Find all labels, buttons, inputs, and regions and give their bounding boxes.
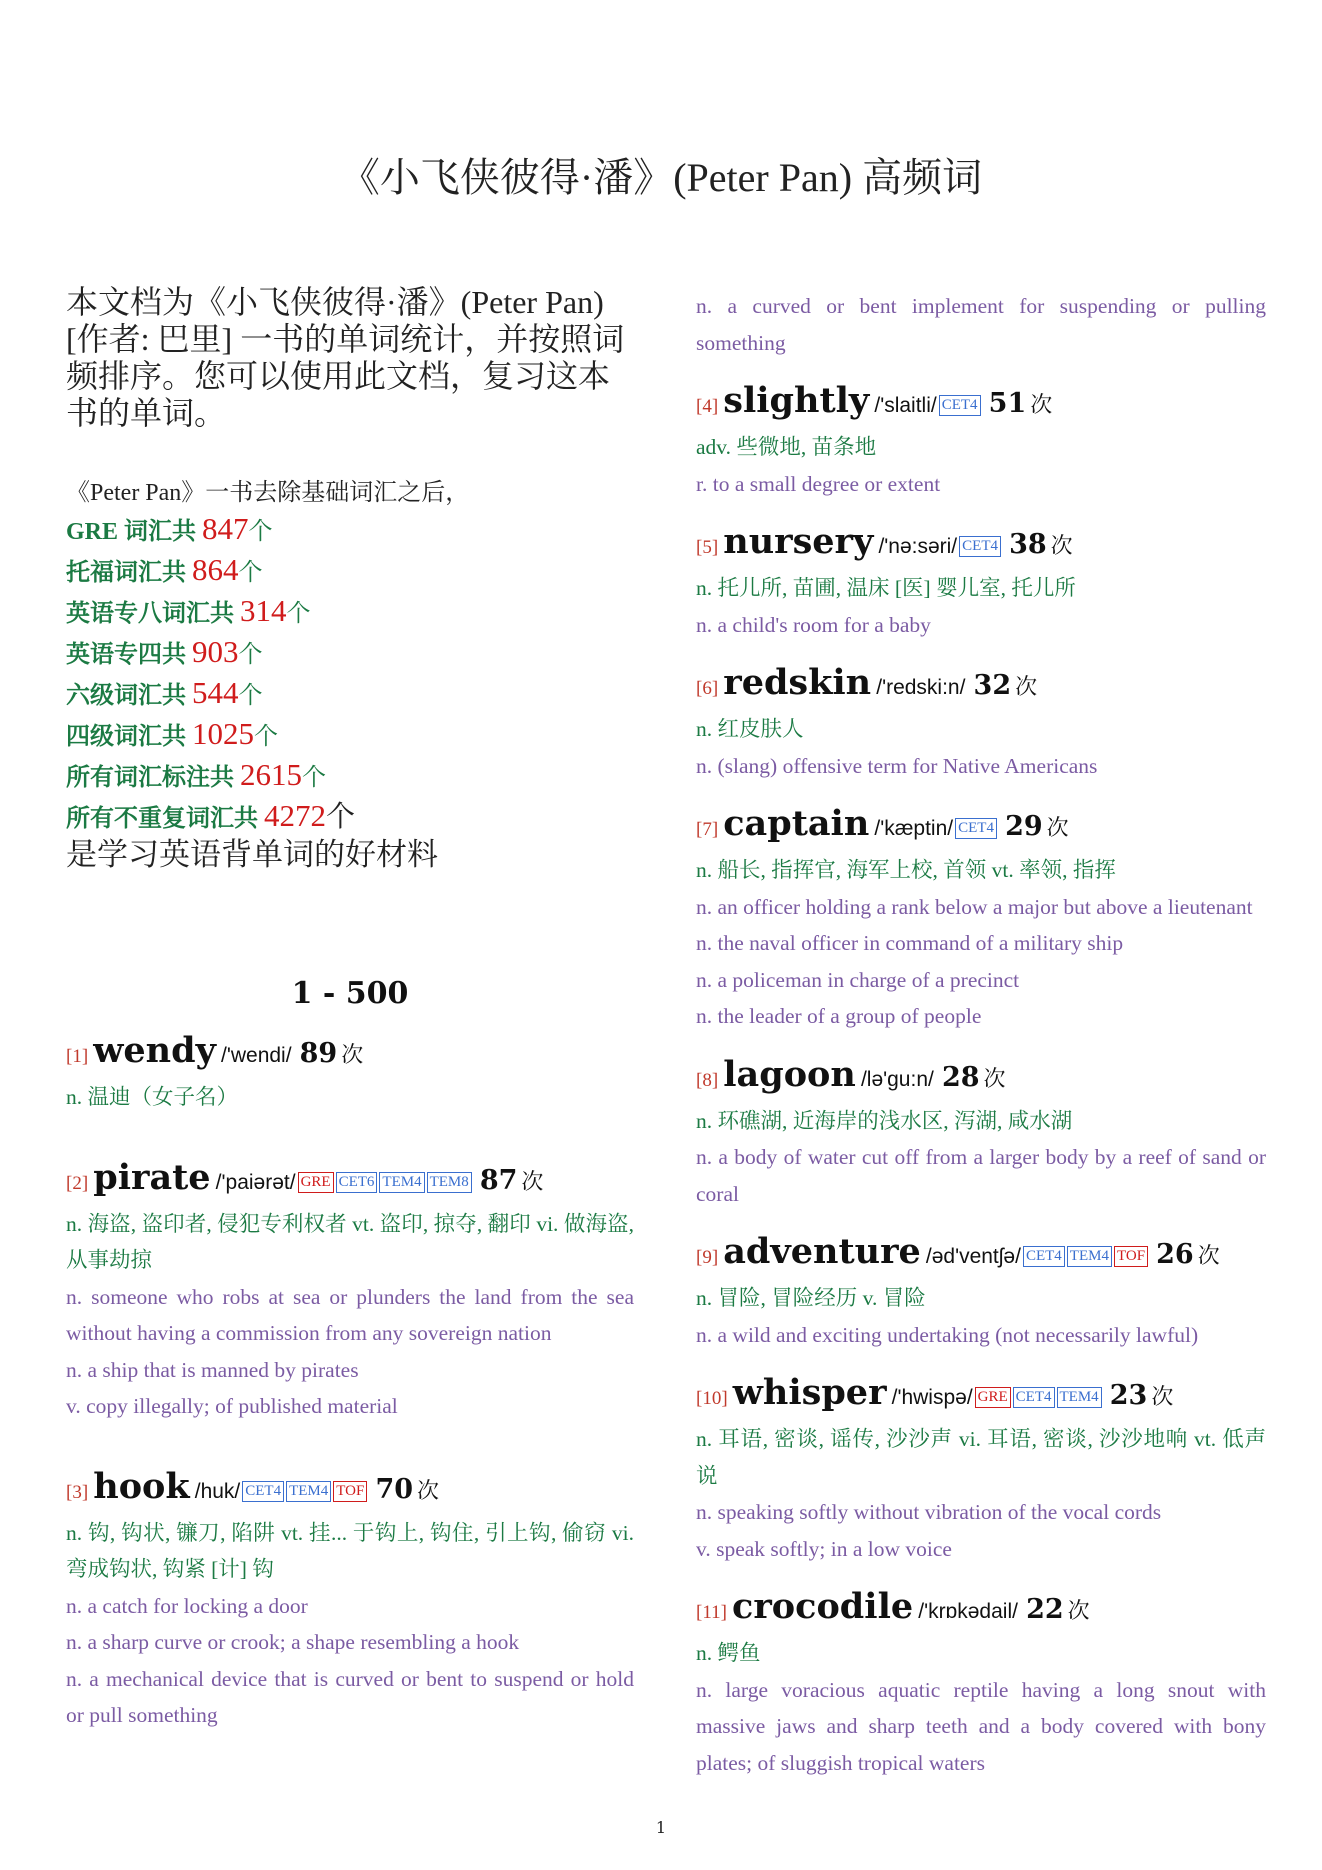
english-definition: n. speaking softly without vibration of the vocal cords (696, 1500, 1162, 1524)
exam-tag-cet4: CET4 (1013, 1387, 1055, 1408)
chinese-definition: n. 冒险, 冒险经历 v. 冒险 (696, 1286, 926, 1310)
frequency-unit: 次 (983, 1066, 1006, 1092)
summary-count: 544 (192, 675, 239, 710)
entry-head (696, 520, 1266, 570)
chinese-definition: n. 海盗, 盗印者, 侵犯专利权者 vt. 盗印, 掠夺, 翻印 vi. 做海盗, 从事劫掠 (66, 1211, 634, 1272)
english-definition: v. copy illegally; of published material (66, 1394, 398, 1418)
entry-phonetic: /lə'gu:n/ (860, 1067, 934, 1091)
entry-frequency: 70 (375, 1473, 414, 1505)
frequency-unit: 次 (521, 1169, 544, 1195)
frequency-unit: 次 (417, 1478, 440, 1504)
english-definition: r. to a small degree or extent (696, 471, 941, 496)
exam-tag-cet4: CET4 (242, 1481, 284, 1502)
right-entry-list (696, 379, 1266, 1781)
summary-count: 847 (202, 511, 249, 546)
english-definition: n. a policeman in charge of a precinct (696, 967, 1020, 992)
entry-head (66, 1156, 634, 1206)
chinese-definition: n. 鳄鱼 (696, 1641, 761, 1665)
exam-tag-cet4: CET4 (955, 818, 997, 839)
range-heading: 1 - 500 (291, 976, 409, 1011)
entry-phonetic: /'nə:səri/ (878, 535, 958, 558)
summary-label: GRE 词汇共 (66, 519, 203, 545)
entry-frequency: 38 (1009, 529, 1047, 560)
summary-label: 托福词汇共 (66, 560, 192, 586)
english-definition: n. the naval officer in command of a military ship (696, 931, 1124, 955)
exam-tag-tem4: TEM4 (1057, 1387, 1102, 1408)
summary-unit: 个 (254, 724, 278, 750)
english-definition: n. (slang) offensive term for Native Americans (696, 753, 1098, 778)
english-definition: n. a child's room for a baby (696, 612, 931, 637)
entry-head (696, 1585, 1266, 1635)
exam-tag-tem4: TEM4 (1067, 1246, 1112, 1267)
word-entry (66, 1465, 634, 1734)
english-definition: n. a sharp curve or crook; a shape resembling a hook (66, 1630, 520, 1654)
english-definition: n. a body of water cut off from a larger body by a reef of sand or coral (696, 1145, 1266, 1206)
summary-item (66, 674, 634, 715)
chinese-definition: n. 温迪（女子名） (66, 1085, 239, 1109)
entry-head (66, 1465, 634, 1515)
entry-frequency: 29 (1005, 811, 1043, 842)
summary-label: 四级词汇共 (66, 724, 192, 750)
entry-index: [2] (66, 1172, 89, 1194)
entry-phonetic: /'slaitli/ (874, 394, 937, 417)
summary-unit: 个 (248, 519, 273, 545)
entry-word: nursery (723, 521, 874, 562)
entry-frequency: 22 (1026, 1594, 1064, 1625)
summary-label: 所有不重复词汇共 (66, 806, 264, 832)
entry-phonetic: /'wendi/ (221, 1044, 292, 1067)
word-entry (696, 661, 1266, 784)
summary-item (66, 510, 634, 551)
chinese-definition: n. 托儿所, 苗圃, 温床 [医] 婴儿室, 托儿所 (696, 576, 1076, 600)
frequency-unit: 次 (341, 1043, 364, 1068)
exam-tag-cet4: CET4 (1023, 1246, 1065, 1267)
summary-count: 864 (192, 552, 239, 587)
english-definition: n. an officer holding a rank below a major but above a lieutenant (696, 894, 1253, 919)
summary-item (66, 551, 634, 592)
english-definition: n. someone who robs at sea or plunders the land from the sea without having a commission from any sovereign nation (66, 1284, 634, 1345)
entry-index: [9] (696, 1247, 719, 1268)
chinese-definition: n. 耳语, 密谈, 谣传, 沙沙声 vi. 耳语, 密谈, 沙沙地响 vt. 低声说 (696, 1427, 1266, 1488)
entry-index: [3] (66, 1481, 89, 1503)
entry-head (66, 1029, 634, 1079)
entry-word: adventure (723, 1231, 921, 1272)
entry-index: [4] (696, 396, 719, 417)
exam-tag-cet4: CET4 (959, 536, 1001, 557)
chinese-definition: n. 红皮肤人 (696, 717, 804, 741)
chinese-definition: adv. 些微地, 苗条地 (696, 435, 877, 459)
entry-frequency: 23 (1109, 1380, 1148, 1411)
english-definition: n. a wild and exciting undertaking (not necessarily lawful) (696, 1322, 1199, 1347)
entry-head (696, 1371, 1266, 1421)
summary-label: 六级词汇共 (66, 683, 192, 709)
entry-word: captain (723, 803, 870, 844)
english-definition: n. a mechanical device that is curved or bent to suspend or hold or pull something (66, 1666, 634, 1727)
word-entry (696, 1371, 1266, 1567)
summary-count: 2615 (240, 757, 302, 792)
entry-index: [5] (696, 537, 719, 558)
summary-item (66, 592, 634, 633)
frequency-unit: 次 (1050, 534, 1073, 559)
entry-head (696, 379, 1266, 429)
exam-tag-tem8: TEM8 (427, 1172, 472, 1193)
entry-index: [6] (696, 678, 719, 699)
summary-count: 314 (240, 593, 287, 628)
entry-index: [10] (696, 1388, 728, 1409)
frequency-unit: 次 (1030, 393, 1053, 418)
exam-tag-cet6: CET6 (336, 1172, 378, 1193)
frequency-unit: 次 (1015, 675, 1038, 700)
english-definition: n. a ship that is manned by pirates (66, 1357, 359, 1382)
entry-frequency: 87 (479, 1164, 518, 1196)
entry-phonetic: /əd'ventʃə/ (925, 1245, 1021, 1268)
left-entry-list (66, 1029, 634, 1734)
entry-frequency: 89 (299, 1038, 338, 1069)
entry-head (696, 661, 1266, 711)
chinese-definition: n. 钩, 钩状, 镰刀, 陷阱 vt. 挂... 于钩上, 钩住, 引上钩, 偷窃 vi. 弯成钩状, 钩紧 [计] 钩 (66, 1520, 634, 1581)
left-column (66, 284, 634, 1774)
entry-phonetic: /'kæptin/ (874, 817, 954, 840)
english-definition: n. large voracious aquatic reptile having a long snout with massive jaws and sharp teeth and a body covered with bony plates; of sluggish tropical waters (696, 1677, 1266, 1775)
entry-frequency: 32 (973, 670, 1012, 701)
exam-tag-tof: TOF (1114, 1246, 1148, 1267)
frequency-unit: 次 (1197, 1244, 1220, 1269)
chinese-definition: n. 船长, 指挥官, 海军上校, 首领 vt. 率领, 指挥 (696, 858, 1116, 882)
summary-label: 英语专八词汇共 (66, 601, 240, 627)
summary-item (66, 756, 634, 797)
summary-item (66, 633, 634, 674)
english-definition: n. a catch for locking a door (66, 1593, 308, 1618)
entry-word: lagoon (723, 1053, 856, 1095)
word-entry (696, 1053, 1266, 1213)
exam-tag-cet4: CET4 (939, 395, 981, 416)
word-entry (696, 520, 1266, 643)
exam-tag-gre: GRE (298, 1172, 334, 1193)
page-title: 《小飞侠彼得·潘》(Peter Pan) 高频词 (339, 155, 983, 200)
summary-item (66, 715, 634, 756)
word-entry (696, 1230, 1266, 1353)
summary-unit: 个 (238, 560, 263, 586)
summary-count: 4272 (264, 798, 326, 833)
summary-closing: 是学习英语背单词的好材料 (66, 837, 438, 872)
summary-list (66, 510, 634, 838)
english-definition: n. the leader of a group of people (696, 1004, 982, 1028)
word-entry (696, 1585, 1266, 1781)
exam-tag-tem4: TEM4 (379, 1172, 424, 1193)
intro-paragraph: 本文档为《小飞侠彼得·潘》(Peter Pan)[作者: 巴里] 一书的单词统计，并按照词频排序。您可以使用此文档，复习这本书的单词。 (66, 284, 625, 431)
frequency-unit: 次 (1151, 1385, 1174, 1410)
entry-phonetic: /huk/ (194, 1479, 241, 1503)
entry-phonetic: /'redski:n/ (876, 676, 966, 699)
right-column (696, 288, 1266, 1799)
english-definition: n. a curved or bent implement for suspending or pulling something (696, 294, 1266, 355)
entry-phonetic: /'hwispə/ (891, 1386, 973, 1409)
summary-unit: 个 (286, 601, 311, 627)
word-entry (696, 802, 1266, 1035)
summary-count: 1025 (192, 716, 254, 751)
entry-index: [1] (66, 1046, 89, 1067)
entry-phonetic: /'krɒkədail/ (918, 1600, 1018, 1623)
summary-unit: 个 (238, 642, 263, 668)
entry-index: [11] (696, 1602, 727, 1623)
word-entry (696, 379, 1266, 502)
summary-count: 903 (192, 634, 239, 669)
entry-index: [8] (696, 1069, 719, 1091)
summary-unit: 个 (302, 765, 326, 791)
entry-word: pirate (93, 1156, 211, 1198)
vocabulary-summary (66, 476, 634, 872)
entry-word: redskin (723, 662, 872, 703)
page-number: 1 (655, 1818, 667, 1837)
summary-label: 英语专四共 (66, 642, 192, 668)
frequency-unit: 次 (1046, 816, 1069, 841)
summary-unit: 个 (238, 683, 263, 709)
entry-frequency: 28 (941, 1061, 980, 1093)
entry-index: [7] (696, 819, 719, 840)
exam-tag-tof: TOF (333, 1481, 367, 1502)
english-definition: v. speak softly; in a low voice (696, 1536, 952, 1561)
entry-word: slightly (723, 380, 870, 421)
entry-frequency: 51 (988, 388, 1027, 419)
entry-word: wendy (93, 1030, 216, 1071)
summary-lead: 《Peter Pan》一书去除基础词汇之后， (66, 480, 470, 506)
entry-head (696, 1230, 1266, 1280)
frequency-unit: 次 (1067, 1599, 1090, 1624)
entry-word: crocodile (732, 1586, 914, 1627)
entry-word: whisper (732, 1372, 887, 1413)
entry-phonetic: /'paiərət/ (215, 1170, 296, 1194)
word-entry (66, 1029, 634, 1116)
continued-definition (696, 288, 1266, 361)
entry-frequency: 26 (1156, 1239, 1194, 1270)
entry-head (696, 802, 1266, 852)
summary-item (66, 797, 634, 838)
exam-tag-tem4: TEM4 (286, 1481, 331, 1502)
word-entry (66, 1156, 634, 1425)
entry-head (696, 1053, 1266, 1103)
summary-unit: 个 (326, 801, 356, 833)
summary-label: 所有词汇标注共 (66, 765, 240, 791)
chinese-definition: n. 环礁湖, 近海岸的浅水区, 泻湖, 咸水湖 (696, 1108, 1073, 1133)
entry-word: hook (93, 1465, 190, 1507)
exam-tag-gre: GRE (975, 1387, 1011, 1408)
